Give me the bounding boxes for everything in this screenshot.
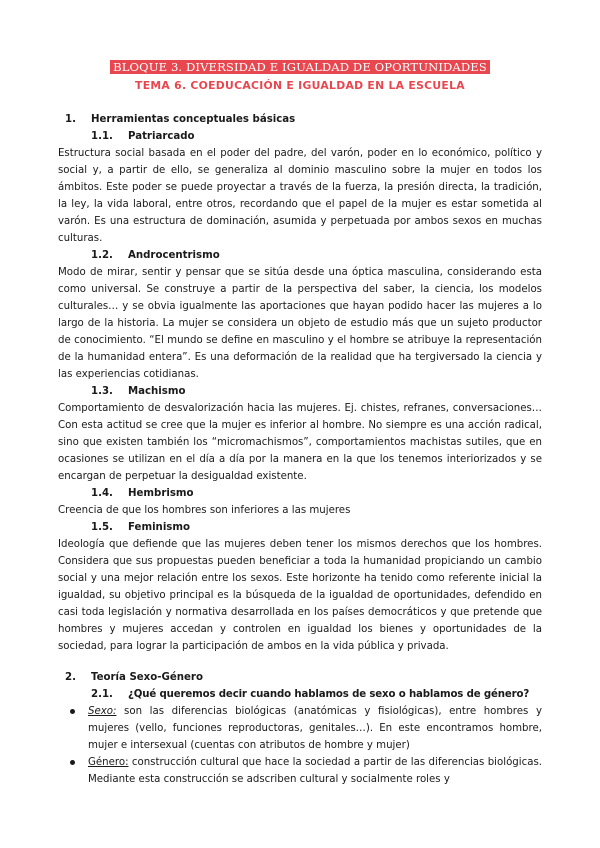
bullet-icon bbox=[70, 760, 75, 765]
list-item-sexo bbox=[58, 703, 542, 754]
subsection-title: Machismo bbox=[128, 386, 186, 397]
subsection-heading-1-2 bbox=[91, 247, 542, 264]
subsection-number: 1.1. bbox=[91, 131, 113, 142]
term-sexo: Sexo: bbox=[88, 706, 117, 717]
sexo-genero-list bbox=[58, 703, 542, 788]
paragraph-machismo: Comportamiento de desvalorización hacia las mujeres. Ej. chistes, refranes, conversaciones… Con esta actitud se cree que la mujer es inferior al hombre. No siempre es una acción radical, sino que existen también los “micromachismos”, comportamientos machistas sutiles, que en ocasiones se utilizan en el día a día por la manera en la que los tenemos interiorizados y se encargan de perpetuar la desigualdad existente. bbox=[58, 403, 542, 482]
section-heading-2 bbox=[58, 669, 542, 686]
subsection-number: 1.2. bbox=[91, 250, 113, 261]
bloque-title: BLOQUE 3. DIVERSIDAD E IGUALDAD DE OPORTUNIDADES bbox=[110, 60, 490, 74]
list-item-genero bbox=[58, 754, 542, 788]
paragraph-feminismo: Ideología que defiende que las mujeres deben tener los mismos derechos que los hombres. Considera que sus propuestas pueden beneficiar a toda la humanidad propiciando un cambio social y una mejor relación entre los sexos. Este horizonte ha tenido como referente inicial la igualdad, su objetivo principal es la búsqueda de la igualdad de oportunidades, defendido en casi toda legislación y normativa desarrollada en los países democráticos y que pretende que hombres y mujeres accedan y controlen en igualdad los bienes y oportunidades de la sociedad, para lograr la participación de ambos en la vida pública y privada. bbox=[58, 539, 542, 652]
section-title: Herramientas conceptuales básicas bbox=[91, 114, 296, 125]
section-number: 2. bbox=[65, 672, 76, 683]
subsection-number: 2.1. bbox=[91, 689, 113, 700]
subsection-title: Feminismo bbox=[128, 522, 190, 533]
section-heading-1 bbox=[58, 111, 542, 128]
subsection-heading-1-4 bbox=[91, 485, 542, 502]
paragraph-patriarcado: Estructura social basada en el poder del padre, del varón, poder en lo económico, político y social y, a partir de ello, se generaliza al dominio masculino sobre la mujer en todos los ámbitos. Este poder se puede proyectar a través de la fuerza, la presión directa, la tradición, la ley, la vida laboral, entre otros, recordando que el papel de la mujer es estar sometida al varón. Es una estructura de dominación, asumida y perpetuada por ambos sexos en muchas culturas. bbox=[58, 148, 542, 244]
subsection-title: Hembrismo bbox=[128, 488, 194, 499]
subsection-title: Androcentrismo bbox=[128, 250, 220, 261]
section-title: Teoría Sexo-Género bbox=[91, 672, 203, 683]
bullet-icon bbox=[70, 709, 75, 714]
document-header bbox=[58, 56, 542, 93]
paragraph-androcentrismo: Modo de mirar, sentir y pensar que se sitúa desde una óptica masculina, considerando esta como universal. Se construye a partir de la perspectiva del saber, la ciencia, los modelos culturales… y se obvia igualmente las aportaciones que hayan podido hacer las mujeres a lo largo de la historia. La mujer se considera un objeto de estudio más que un sujeto productor de conocimiento. “El mundo se define en masculino y el hombre se atribuye la representación de la humanidad entera”. Es una deformación de la realidad que ha tergiversado la ciencia y las experiencias cotidianas. bbox=[58, 267, 542, 380]
paragraph-hembrismo: Creencia de que los hombres son inferiores a las mujeres bbox=[58, 505, 351, 516]
definition-genero: construcción cultural que hace la sociedad a partir de las diferencias biológicas. Mediante esta construcción se adscriben cultural y socialmente roles y bbox=[88, 757, 542, 785]
subsection-heading-1-5 bbox=[91, 519, 542, 536]
tema-title: TEMA 6. COEDUCACIÓN E IGUALDAD EN LA ESCUELA bbox=[135, 79, 465, 92]
subsection-title: ¿Qué queremos decir cuando hablamos de sexo o hablamos de género? bbox=[128, 689, 530, 700]
subsection-title: Patriarcado bbox=[128, 131, 195, 142]
subsection-heading-1-3 bbox=[91, 383, 542, 400]
term-genero: Género: bbox=[88, 757, 129, 768]
subsection-number: 1.4. bbox=[91, 488, 113, 499]
definition-sexo: son las diferencias biológicas (anatómicas y fisiológicas), entre hombres y mujeres (vello, funciones reproductoras, genitales…). En este encontramos hombre, mujer e intersexual (cuentas con atributos de hombre y mujer) bbox=[88, 706, 542, 751]
section-number: 1. bbox=[65, 114, 76, 125]
subsection-heading-2-1 bbox=[91, 686, 542, 703]
subsection-number: 1.3. bbox=[91, 386, 113, 397]
subsection-heading-1-1 bbox=[91, 128, 542, 145]
subsection-number: 1.5. bbox=[91, 522, 113, 533]
